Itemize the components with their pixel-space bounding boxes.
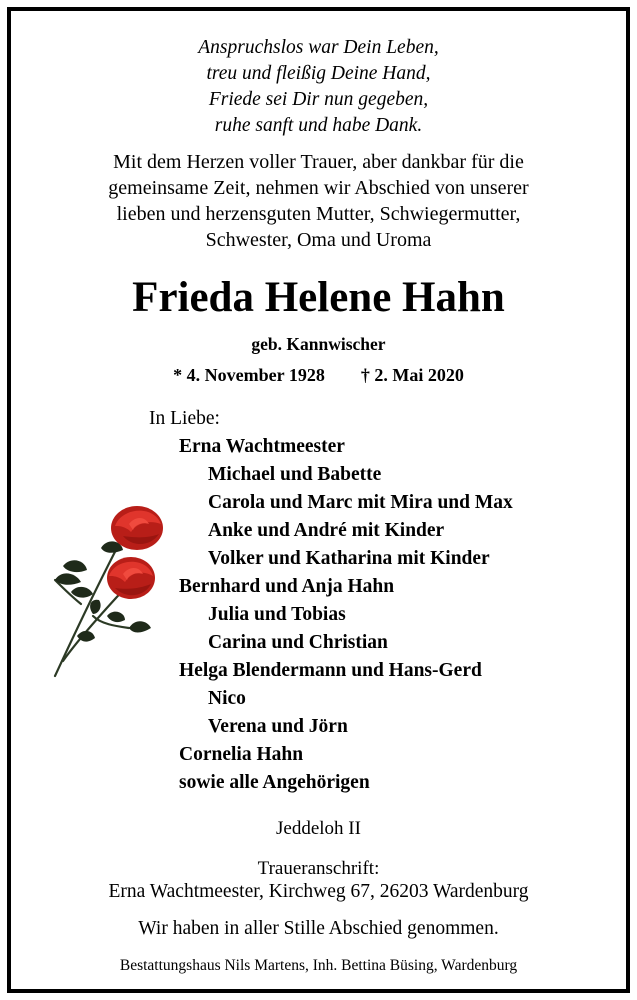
family-member: Verena und Jörn bbox=[208, 716, 348, 737]
poem bbox=[11, 35, 626, 139]
family-group-name: Cornelia Hahn bbox=[179, 744, 304, 765]
family-member: Anke und André mit Kinder bbox=[208, 520, 445, 541]
life-dates bbox=[11, 363, 626, 387]
intro-line: Schwester, Oma und Uroma bbox=[205, 229, 432, 251]
family-member: Carola und Marc mit Mira und Max bbox=[208, 492, 513, 513]
family-list bbox=[148, 405, 618, 797]
deceased-name: Frieda Helene Hahn bbox=[132, 274, 505, 321]
obituary-frame bbox=[7, 7, 630, 993]
family-member: Carina und Christian bbox=[208, 632, 388, 653]
undertaker-line: Bestattungshaus Nils Martens, Inh. Bettina Büsing, Wardenburg bbox=[119, 957, 518, 974]
address-line: Erna Wachtmeester, Kirchweg 67, 26203 Wardenburg bbox=[108, 881, 529, 902]
poem-line: ruhe sanft und habe Dank. bbox=[214, 115, 423, 136]
intro-line: gemeinsame Zeit, nehmen wir Abschied von unserer bbox=[108, 177, 529, 199]
family-member: Michael und Babette bbox=[208, 464, 382, 485]
place-name: Jeddeloh II bbox=[276, 818, 361, 839]
family-heading: In Liebe: bbox=[149, 408, 220, 429]
born-name: geb. Kannwischer bbox=[251, 334, 386, 354]
family-group-name: Erna Wachtmeester bbox=[179, 436, 345, 457]
birth-date: * 4. November 1928 bbox=[173, 365, 325, 385]
family-member: Julia und Tobias bbox=[208, 604, 346, 625]
family-group-name: Helga Blendermann und Hans-Gerd bbox=[179, 660, 482, 681]
address-label: Traueranschrift: bbox=[257, 858, 380, 879]
poem-line: Anspruchslos war Dein Leben, bbox=[198, 37, 439, 58]
intro-text bbox=[11, 149, 626, 253]
family-member: Volker und Katharina mit Kinder bbox=[208, 548, 490, 569]
family-group-name: sowie alle Angehörigen bbox=[179, 772, 370, 793]
family-group-name: Bernhard und Anja Hahn bbox=[179, 576, 395, 597]
intro-line: Mit dem Herzen voller Trauer, aber dankbar für die bbox=[113, 151, 524, 173]
family-member: Nico bbox=[208, 688, 246, 709]
poem-line: Friede sei Dir nun gegeben, bbox=[208, 89, 429, 110]
closing-text: Wir haben in aller Stille Abschied genommen. bbox=[138, 918, 499, 939]
poem-line: treu und fleißig Deine Hand, bbox=[206, 63, 431, 84]
death-date: † 2. Mai 2020 bbox=[360, 365, 464, 385]
intro-line: lieben und herzensguten Mutter, Schwiegermutter, bbox=[116, 203, 521, 225]
